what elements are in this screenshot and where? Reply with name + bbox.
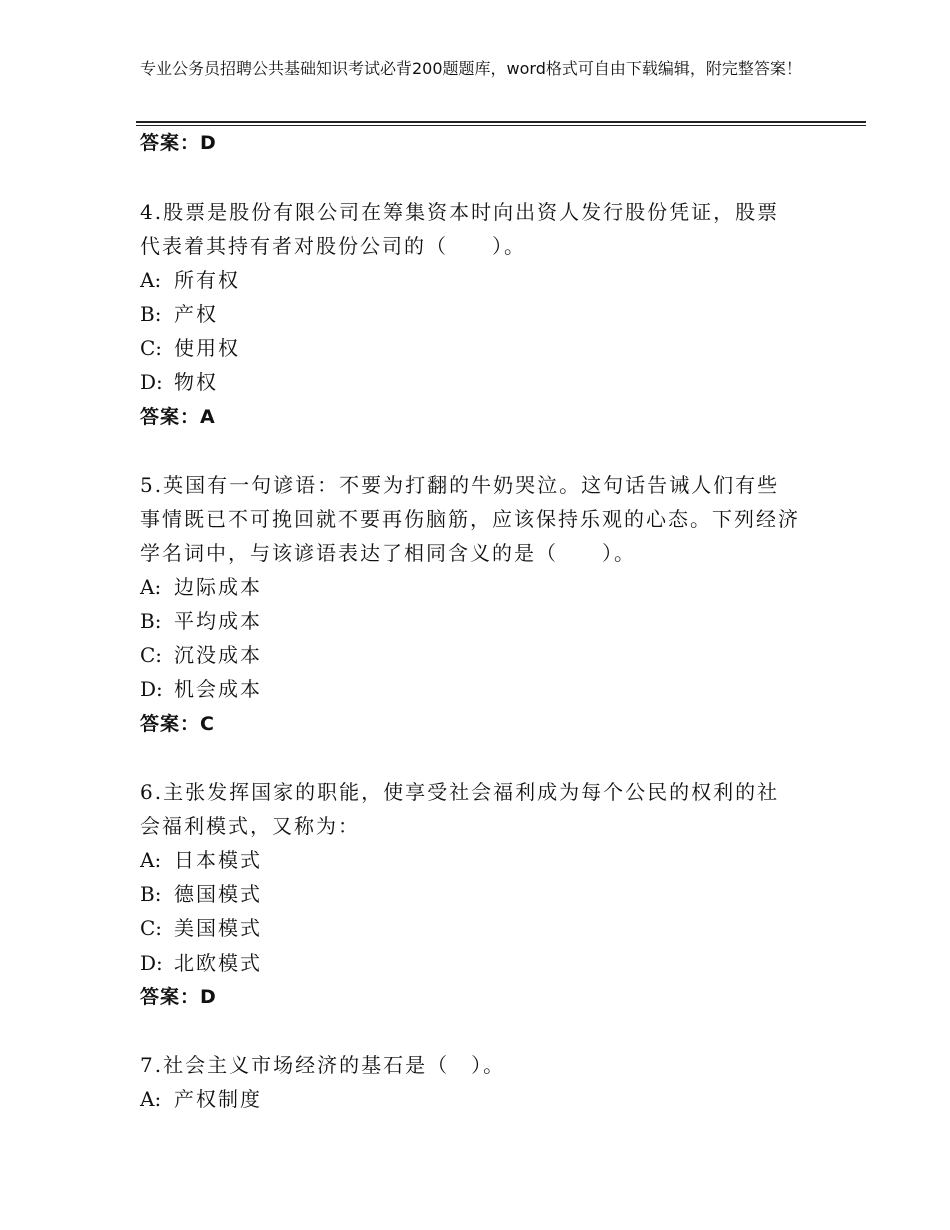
answer-line: 答案：D bbox=[140, 132, 217, 154]
option-item bbox=[140, 574, 262, 600]
option-text: 机会成本 bbox=[174, 677, 262, 701]
option-key: D: bbox=[140, 951, 163, 975]
header-rule-thick bbox=[136, 121, 866, 123]
option-item bbox=[140, 642, 262, 668]
option-text: 德国模式 bbox=[174, 882, 262, 906]
option-text: 边际成本 bbox=[174, 575, 262, 599]
option-key: B: bbox=[140, 882, 162, 906]
option-text: 物权 bbox=[174, 370, 218, 394]
option-text: 使用权 bbox=[174, 336, 240, 360]
option-key: A: bbox=[140, 848, 162, 872]
header-rule-thin bbox=[136, 125, 866, 126]
option-text: 美国模式 bbox=[174, 916, 262, 940]
option-key: C: bbox=[140, 643, 163, 667]
question-stem: 5.英国有一句谚语：不要为打翻的牛奶哭泣。这句话告诫人们有些事情既已不可挽回就不要再伤脑筋，应该保持乐观的心态。下列经济学名词中，与该谚语表达了相同含义的是（ ）。 bbox=[140, 473, 800, 565]
option-key: C: bbox=[140, 336, 163, 360]
option-text: 沉没成本 bbox=[174, 643, 262, 667]
answer-line: 答案：D bbox=[140, 986, 217, 1008]
option-item bbox=[140, 369, 218, 395]
answer-line: 答案：C bbox=[140, 713, 215, 735]
option-text: 所有权 bbox=[174, 268, 240, 292]
option-item bbox=[140, 1086, 262, 1112]
option-key: C: bbox=[140, 916, 163, 940]
option-item bbox=[140, 267, 240, 293]
question-stem: 7.社会主义市场经济的基石是（ ）。 bbox=[140, 1053, 506, 1077]
option-text: 平均成本 bbox=[174, 609, 262, 633]
option-item bbox=[140, 950, 262, 976]
option-item bbox=[140, 915, 262, 941]
question-stem: 4.股票是股份有限公司在筹集资本时向出资人发行股份凭证，股票代表着其持有者对股份公司的（ ）。 bbox=[140, 200, 780, 258]
option-key: B: bbox=[140, 609, 162, 633]
option-item bbox=[140, 608, 262, 634]
option-text: 产权制度 bbox=[174, 1087, 262, 1111]
option-text: 产权 bbox=[174, 302, 218, 326]
question-stem: 6.主张发挥国家的职能，使享受社会福利成为每个公民的权利的社会福利模式，又称为： bbox=[140, 780, 780, 838]
option-key: A: bbox=[140, 268, 162, 292]
option-item bbox=[140, 881, 262, 907]
option-item bbox=[140, 676, 262, 702]
option-text: 北欧模式 bbox=[174, 951, 262, 975]
page-header: 专业公务员招聘公共基础知识考试必背200题题库，word格式可自由下载编辑，附完整答案！ bbox=[140, 59, 802, 78]
option-item bbox=[140, 847, 262, 873]
option-key: A: bbox=[140, 1087, 162, 1111]
option-text: 日本模式 bbox=[174, 848, 262, 872]
option-key: D: bbox=[140, 370, 163, 394]
option-key: B: bbox=[140, 302, 162, 326]
option-key: A: bbox=[140, 575, 162, 599]
answer-line: 答案：A bbox=[140, 406, 216, 428]
option-item bbox=[140, 301, 218, 327]
option-item bbox=[140, 335, 240, 361]
option-key: D: bbox=[140, 677, 163, 701]
